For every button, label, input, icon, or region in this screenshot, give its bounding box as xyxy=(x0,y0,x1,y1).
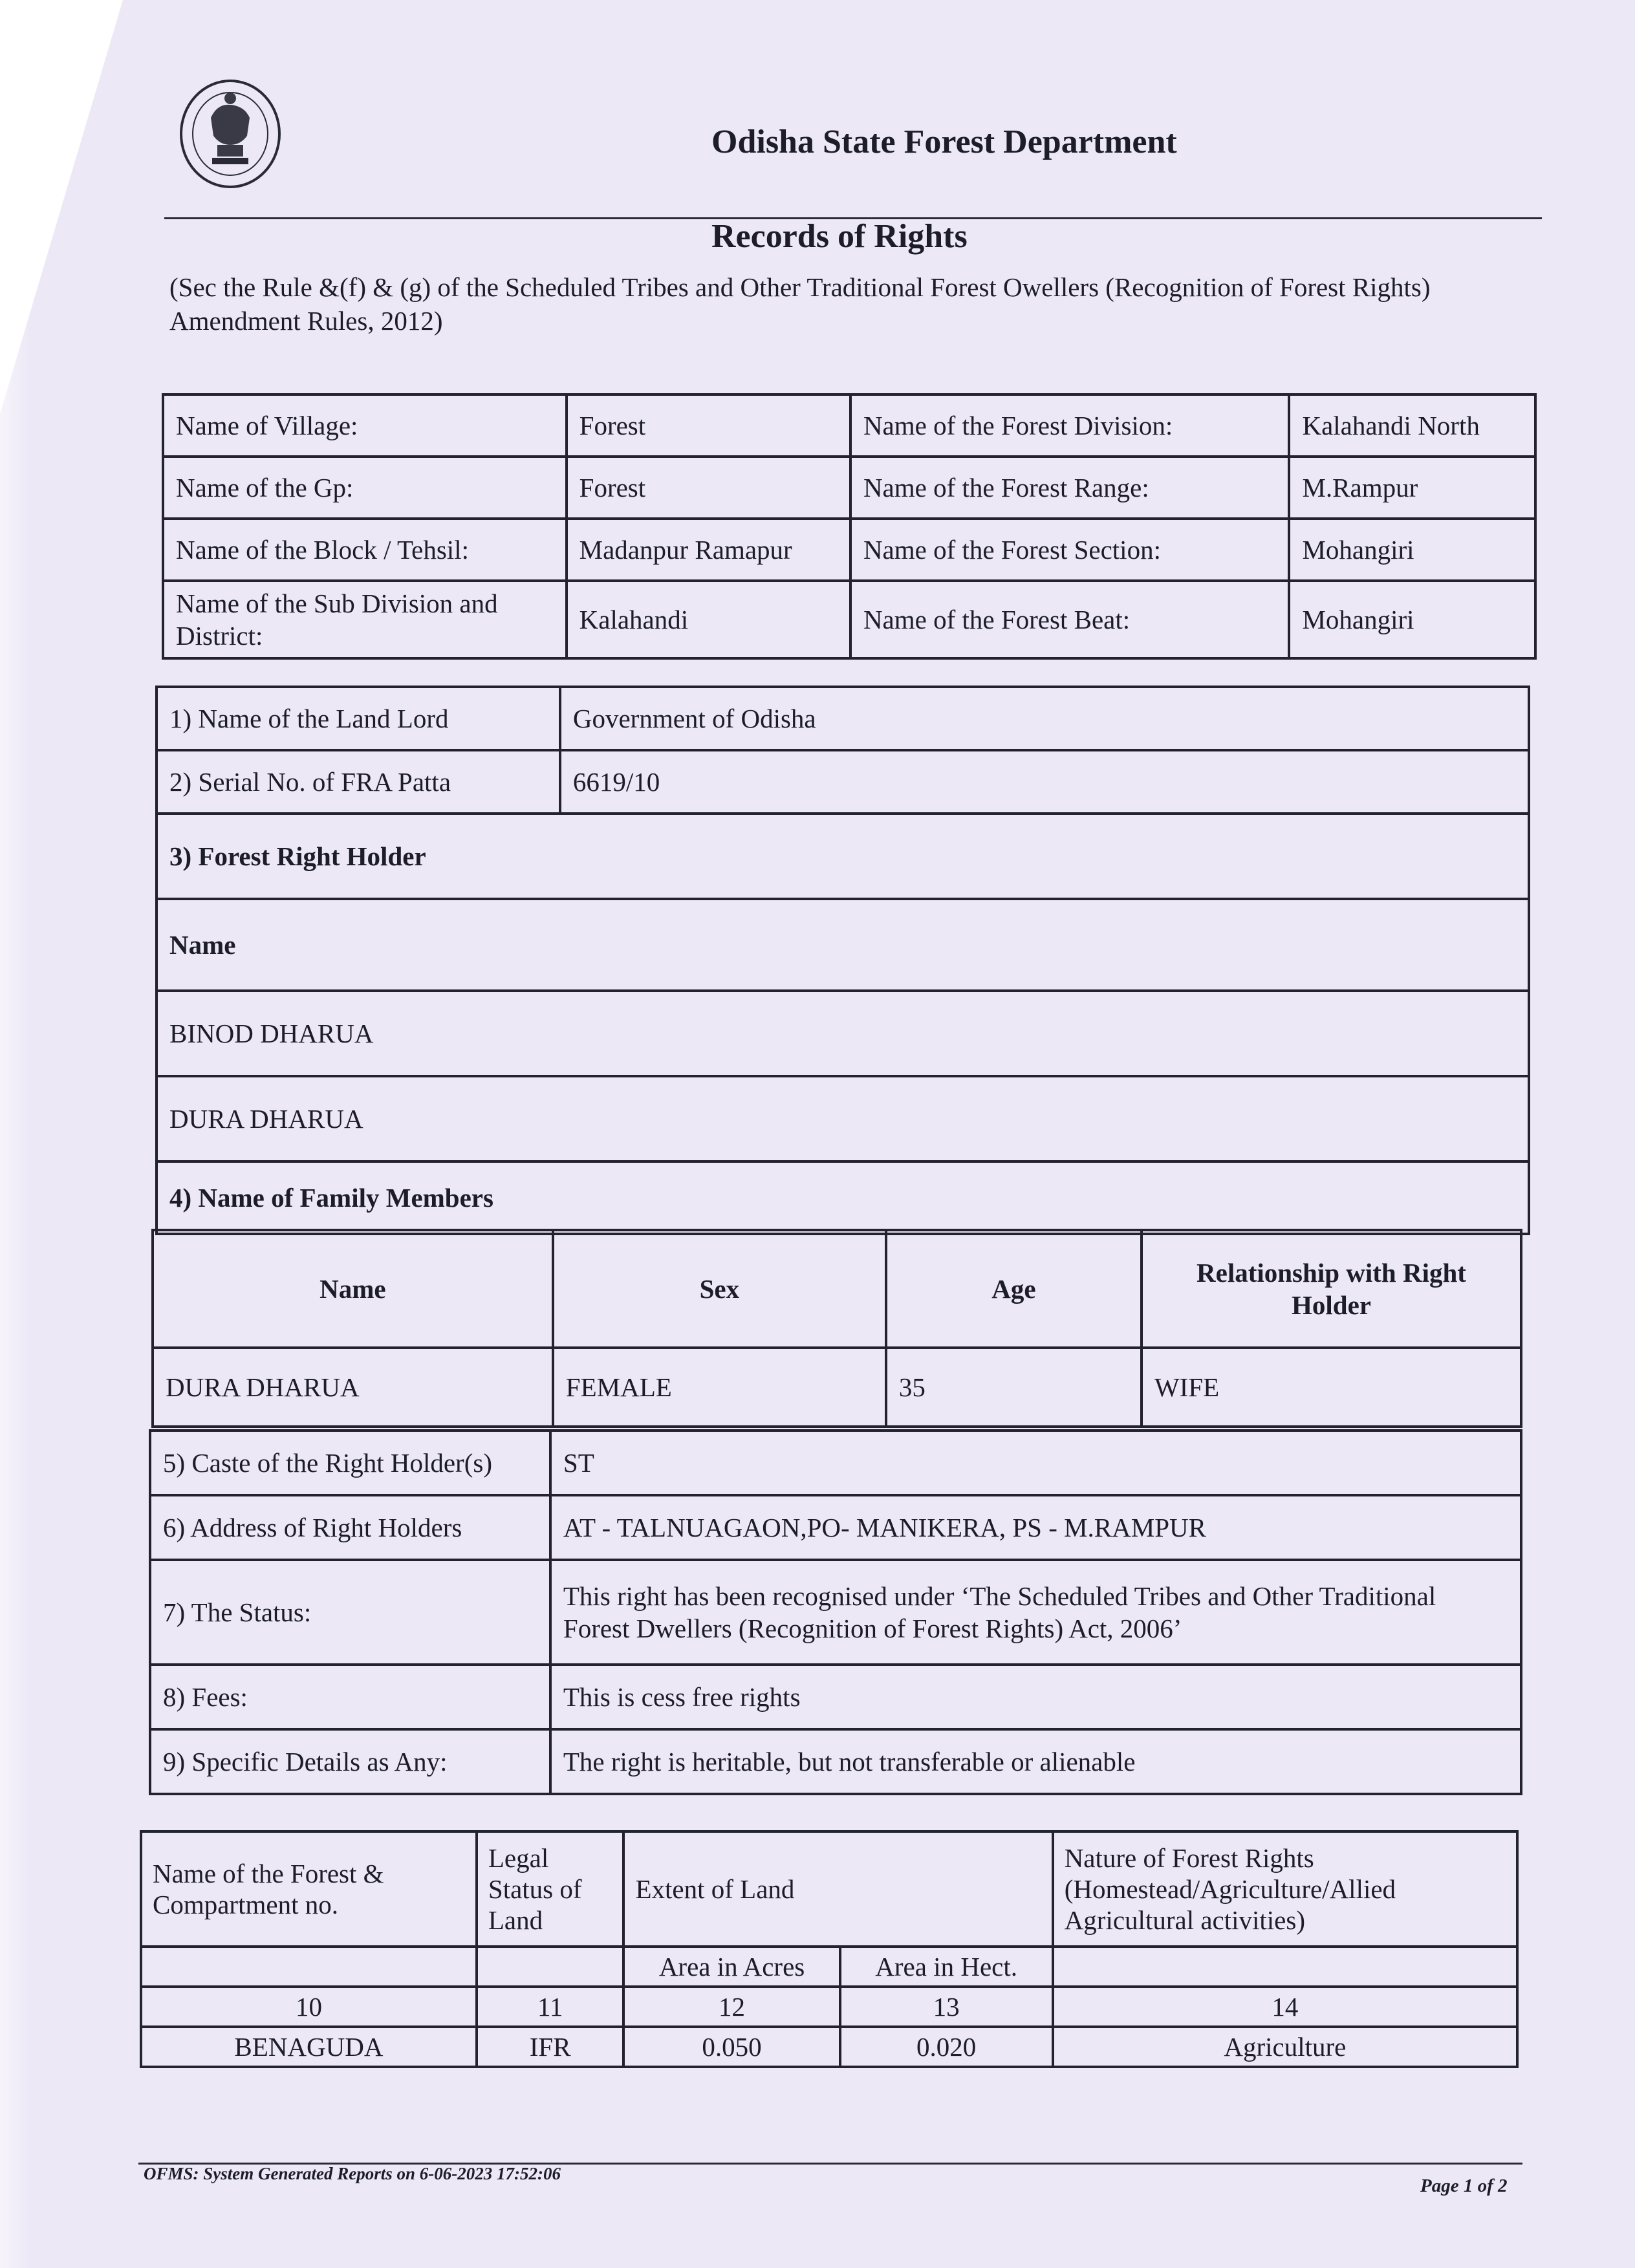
table-row xyxy=(141,1947,1517,1987)
fees-label: 8) Fees: xyxy=(150,1665,550,1729)
page-number: Page 1 of 2 xyxy=(1420,2176,1508,2196)
table-row xyxy=(141,2027,1517,2067)
column-number: 14 xyxy=(1053,1987,1517,2027)
table-row xyxy=(157,750,1529,814)
beat-label: Name of the Forest Beat: xyxy=(850,581,1290,658)
subdivision-value: Kalahandi xyxy=(567,581,850,658)
table-row xyxy=(157,814,1529,899)
division-label: Name of the Forest Division: xyxy=(850,394,1290,457)
table-row xyxy=(163,394,1535,457)
range-value: M.Rampur xyxy=(1289,457,1535,519)
block-label: Name of the Block / Tehsil: xyxy=(163,519,567,581)
odisha-emblem-icon xyxy=(179,72,282,195)
specific-value: The right is heritable, but not transferable or alienable xyxy=(550,1729,1521,1794)
column-number: 11 xyxy=(477,1987,624,2027)
column-number: 13 xyxy=(840,1987,1053,2027)
status-line-1: This right has been recognised under ‘The Scheduled Tribes and Other Traditional xyxy=(563,1581,1436,1611)
landlord-label: 1) Name of the Land Lord xyxy=(157,687,560,750)
column-number: 10 xyxy=(141,1987,477,2027)
caste-value: ST xyxy=(550,1431,1521,1495)
table-row xyxy=(150,1431,1521,1495)
table-row xyxy=(150,1729,1521,1794)
table-row xyxy=(150,1665,1521,1729)
section-value: Mohangiri xyxy=(1289,519,1535,581)
details-table xyxy=(149,1429,1522,1795)
family-sex: FEMALE xyxy=(553,1348,886,1427)
status-line-2: Forest Dwellers (Recognition of Forest Rights) Act, 2006’ xyxy=(563,1614,1182,1643)
acres-header: Area in Acres xyxy=(623,1947,839,1987)
family-relationship-header: Relationship with Right Holder xyxy=(1142,1230,1521,1348)
legal-status-header: Legal Status of Land xyxy=(477,1831,624,1947)
table-row xyxy=(150,1495,1521,1560)
table-row xyxy=(163,581,1535,658)
beat-value: Mohangiri xyxy=(1289,581,1535,658)
table-row xyxy=(141,1831,1517,1947)
empty-cell xyxy=(1053,1947,1517,1987)
table-row xyxy=(150,1560,1521,1665)
nature-header: Nature of Forest Rights (Homestead/Agriculture/Allied Agricultural activities) xyxy=(1053,1831,1517,1947)
empty-cell xyxy=(477,1947,624,1987)
subdivision-label: Name of the Sub Division and District: xyxy=(163,581,567,658)
family-sex-header: Sex xyxy=(553,1230,886,1348)
table-row xyxy=(141,1987,1517,2027)
forest-compartment-header: Name of the Forest & Compartment no. xyxy=(141,1831,477,1947)
extent-header: Extent of Land xyxy=(623,1831,1052,1947)
empty-cell xyxy=(141,1947,477,1987)
table-row xyxy=(163,519,1535,581)
column-number: 12 xyxy=(623,1987,839,2027)
family-name: DURA DHARUA xyxy=(153,1348,553,1427)
village-value: Forest xyxy=(567,394,850,457)
legal-value: IFR xyxy=(477,2027,624,2067)
caste-label: 5) Caste of the Right Holder(s) xyxy=(150,1431,550,1495)
gp-label: Name of the Gp: xyxy=(163,457,567,519)
status-value xyxy=(550,1560,1521,1665)
address-value: AT - TALNUAGAON,PO- MANIKERA, PS - M.RAMPUR xyxy=(550,1495,1521,1560)
table-row xyxy=(157,1161,1529,1234)
holder-heading: 3) Forest Right Holder xyxy=(157,814,1529,899)
forest-value: BENAGUDA xyxy=(141,2027,477,2067)
holder-name: BINOD DHARUA xyxy=(157,991,1529,1076)
rule-subtitle: (Sec the Rule &(f) & (g) of the Scheduled Tribes and Other Traditional Forest Owellers (Recognition of Forest Rights) Amendment Rules, 2012) xyxy=(169,272,1431,336)
family-table xyxy=(151,1229,1522,1428)
village-label: Name of Village: xyxy=(163,394,567,457)
generated-note: OFMS: System Generated Reports on 6-06-2023 17:52:06 xyxy=(144,2164,561,2183)
landlord-value: Government of Odisha xyxy=(560,687,1529,750)
serial-value: 6619/10 xyxy=(560,750,1529,814)
nature-value: Agriculture xyxy=(1053,2027,1517,2067)
holder-name-heading: Name xyxy=(157,899,1529,991)
folded-corner xyxy=(0,0,123,414)
status-label: 7) The Status: xyxy=(150,1560,550,1665)
table-row xyxy=(157,1076,1529,1161)
table-row xyxy=(157,899,1529,991)
family-name-header: Name xyxy=(153,1230,553,1348)
rights-table xyxy=(155,686,1530,1235)
family-age-header: Age xyxy=(886,1230,1142,1348)
table-row xyxy=(153,1230,1521,1348)
table-row xyxy=(163,457,1535,519)
fees-value: This is cess free rights xyxy=(550,1665,1521,1729)
hect-header: Area in Hect. xyxy=(840,1947,1053,1987)
division-value: Kalahandi North xyxy=(1289,394,1535,457)
section-label: Name of the Forest Section: xyxy=(850,519,1290,581)
table-row xyxy=(153,1348,1521,1427)
land-table xyxy=(140,1830,1519,2068)
family-heading: 4) Name of Family Members xyxy=(157,1161,1529,1234)
hect-value: 0.020 xyxy=(840,2027,1053,2067)
family-relationship: WIFE xyxy=(1142,1348,1521,1427)
block-value: Madanpur Ramapur xyxy=(567,519,850,581)
range-label: Name of the Forest Range: xyxy=(850,457,1290,519)
specific-label: 9) Specific Details as Any: xyxy=(150,1729,550,1794)
acres-value: 0.050 xyxy=(623,2027,839,2067)
table-row xyxy=(157,991,1529,1076)
table-row xyxy=(157,687,1529,750)
gp-value: Forest xyxy=(567,457,850,519)
location-table xyxy=(162,393,1537,660)
family-age: 35 xyxy=(886,1348,1142,1427)
department-title: Odisha State Forest Department xyxy=(711,124,1177,160)
holder-name: DURA DHARUA xyxy=(157,1076,1529,1161)
serial-label: 2) Serial No. of FRA Patta xyxy=(157,750,560,814)
address-label: 6) Address of Right Holders xyxy=(150,1495,550,1560)
records-title: Records of Rights xyxy=(711,218,968,255)
